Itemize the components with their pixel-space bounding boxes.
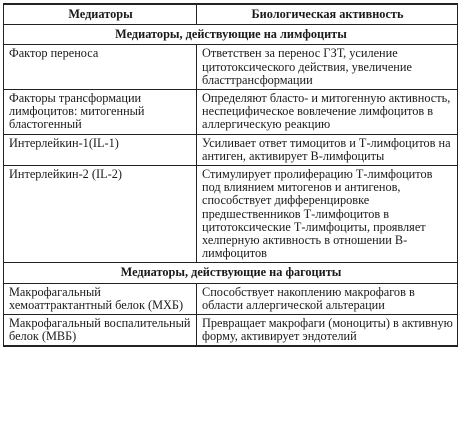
activity-cell: Определяют бласто- и митогенную активность, неспецифическое вовлечение лимфоцитов в аллергическую реакцию [197,90,458,135]
mediator-cell: Интерлейкин-2 (IL-2) [4,166,197,263]
mediator-cell: Макрофагальный воспалительный белок (МВБ) [4,315,197,347]
table-row [4,134,458,165]
activity-cell: Ответствен за перенос ГЗТ, усиление цитотоксического действия, увеличение бласттрансформации [197,45,458,90]
table-row [4,45,458,90]
activity-cell: Усиливает ответ тимоцитов и Т-лимфоцитов на антиген, активирует В-лимфоциты [197,134,458,165]
mediators-table [3,3,458,347]
activity-cell: Превращает макрофаги (моноциты) в активную форму, активирует эндотелий [197,315,458,347]
activity-cell: Стимулирует пролиферацию Т-лимфоцитов под влиянием митогенов и антигенов, способствует дифференцировке предшественников Т-лимфоцитов в цитотоксические Т-лимфоциты, проявляет хелперную активность в отношении В-лимфоцитов [197,166,458,263]
activity-cell: Способствует накоплению макрофагов в области аллергической альтерации [197,283,458,314]
mediator-cell: Факторы трансформации лимфоцитов: митогенный бластогенный [4,90,197,135]
header-mediators: Медиаторы [4,4,197,25]
section-title: Медиаторы, действующие на фагоциты [4,263,458,283]
section-row-phagocytes [4,263,458,283]
header-biological-activity: Биологическая активность [197,4,458,25]
table-row [4,315,458,347]
section-title: Медиаторы, действующие на лимфоциты [4,25,458,45]
table-header-row [4,4,458,25]
mediator-cell: Макрофагальный хемоаттрактантный белок (МХБ) [4,283,197,314]
table-row [4,283,458,314]
table-row [4,166,458,263]
section-row-lymphocytes [4,25,458,45]
table-row [4,90,458,135]
mediator-cell: Интерлейкин-1(IL-1) [4,134,197,165]
mediator-cell: Фактор переноса [4,45,197,90]
mediators-table-container [3,3,457,419]
